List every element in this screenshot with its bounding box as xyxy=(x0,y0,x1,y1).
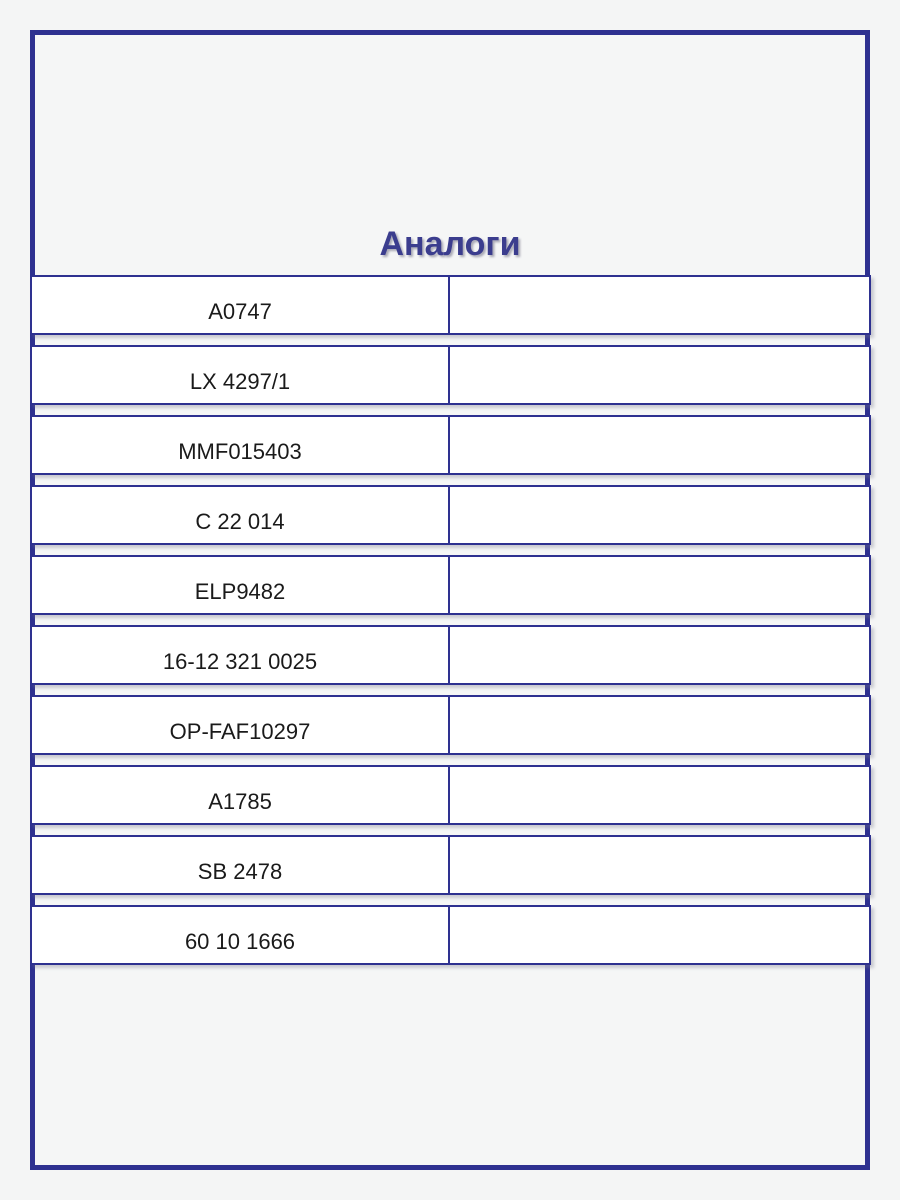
analog-value xyxy=(450,697,869,753)
analog-value xyxy=(450,627,869,683)
analog-value xyxy=(450,347,869,403)
table-row xyxy=(30,905,871,965)
analog-value xyxy=(450,837,869,893)
analog-value xyxy=(450,417,869,473)
table-row xyxy=(30,765,871,825)
analog-code: A1785 xyxy=(32,767,450,823)
table-row xyxy=(30,345,871,405)
page-title: Аналоги xyxy=(379,225,521,263)
analog-value xyxy=(450,767,869,823)
analog-code: 16-12 321 0025 xyxy=(32,627,450,683)
table-row xyxy=(30,275,871,335)
analog-code: LX 4297/1 xyxy=(32,347,450,403)
analog-value xyxy=(450,277,869,333)
table-row xyxy=(30,485,871,545)
table-row xyxy=(30,835,871,895)
analog-code: A0747 xyxy=(32,277,450,333)
table-row xyxy=(30,415,871,475)
analog-value xyxy=(450,557,869,613)
analogs-table xyxy=(30,275,871,975)
analog-code: ELP9482 xyxy=(32,557,450,613)
analog-value xyxy=(450,907,869,963)
table-row xyxy=(30,625,871,685)
analog-value xyxy=(450,487,869,543)
analog-code: MMF015403 xyxy=(32,417,450,473)
analog-code: 60 10 1666 xyxy=(32,907,450,963)
analog-code: SB 2478 xyxy=(32,837,450,893)
table-row xyxy=(30,695,871,755)
table-row xyxy=(30,555,871,615)
analog-code: C 22 014 xyxy=(32,487,450,543)
analog-code: OP-FAF10297 xyxy=(32,697,450,753)
